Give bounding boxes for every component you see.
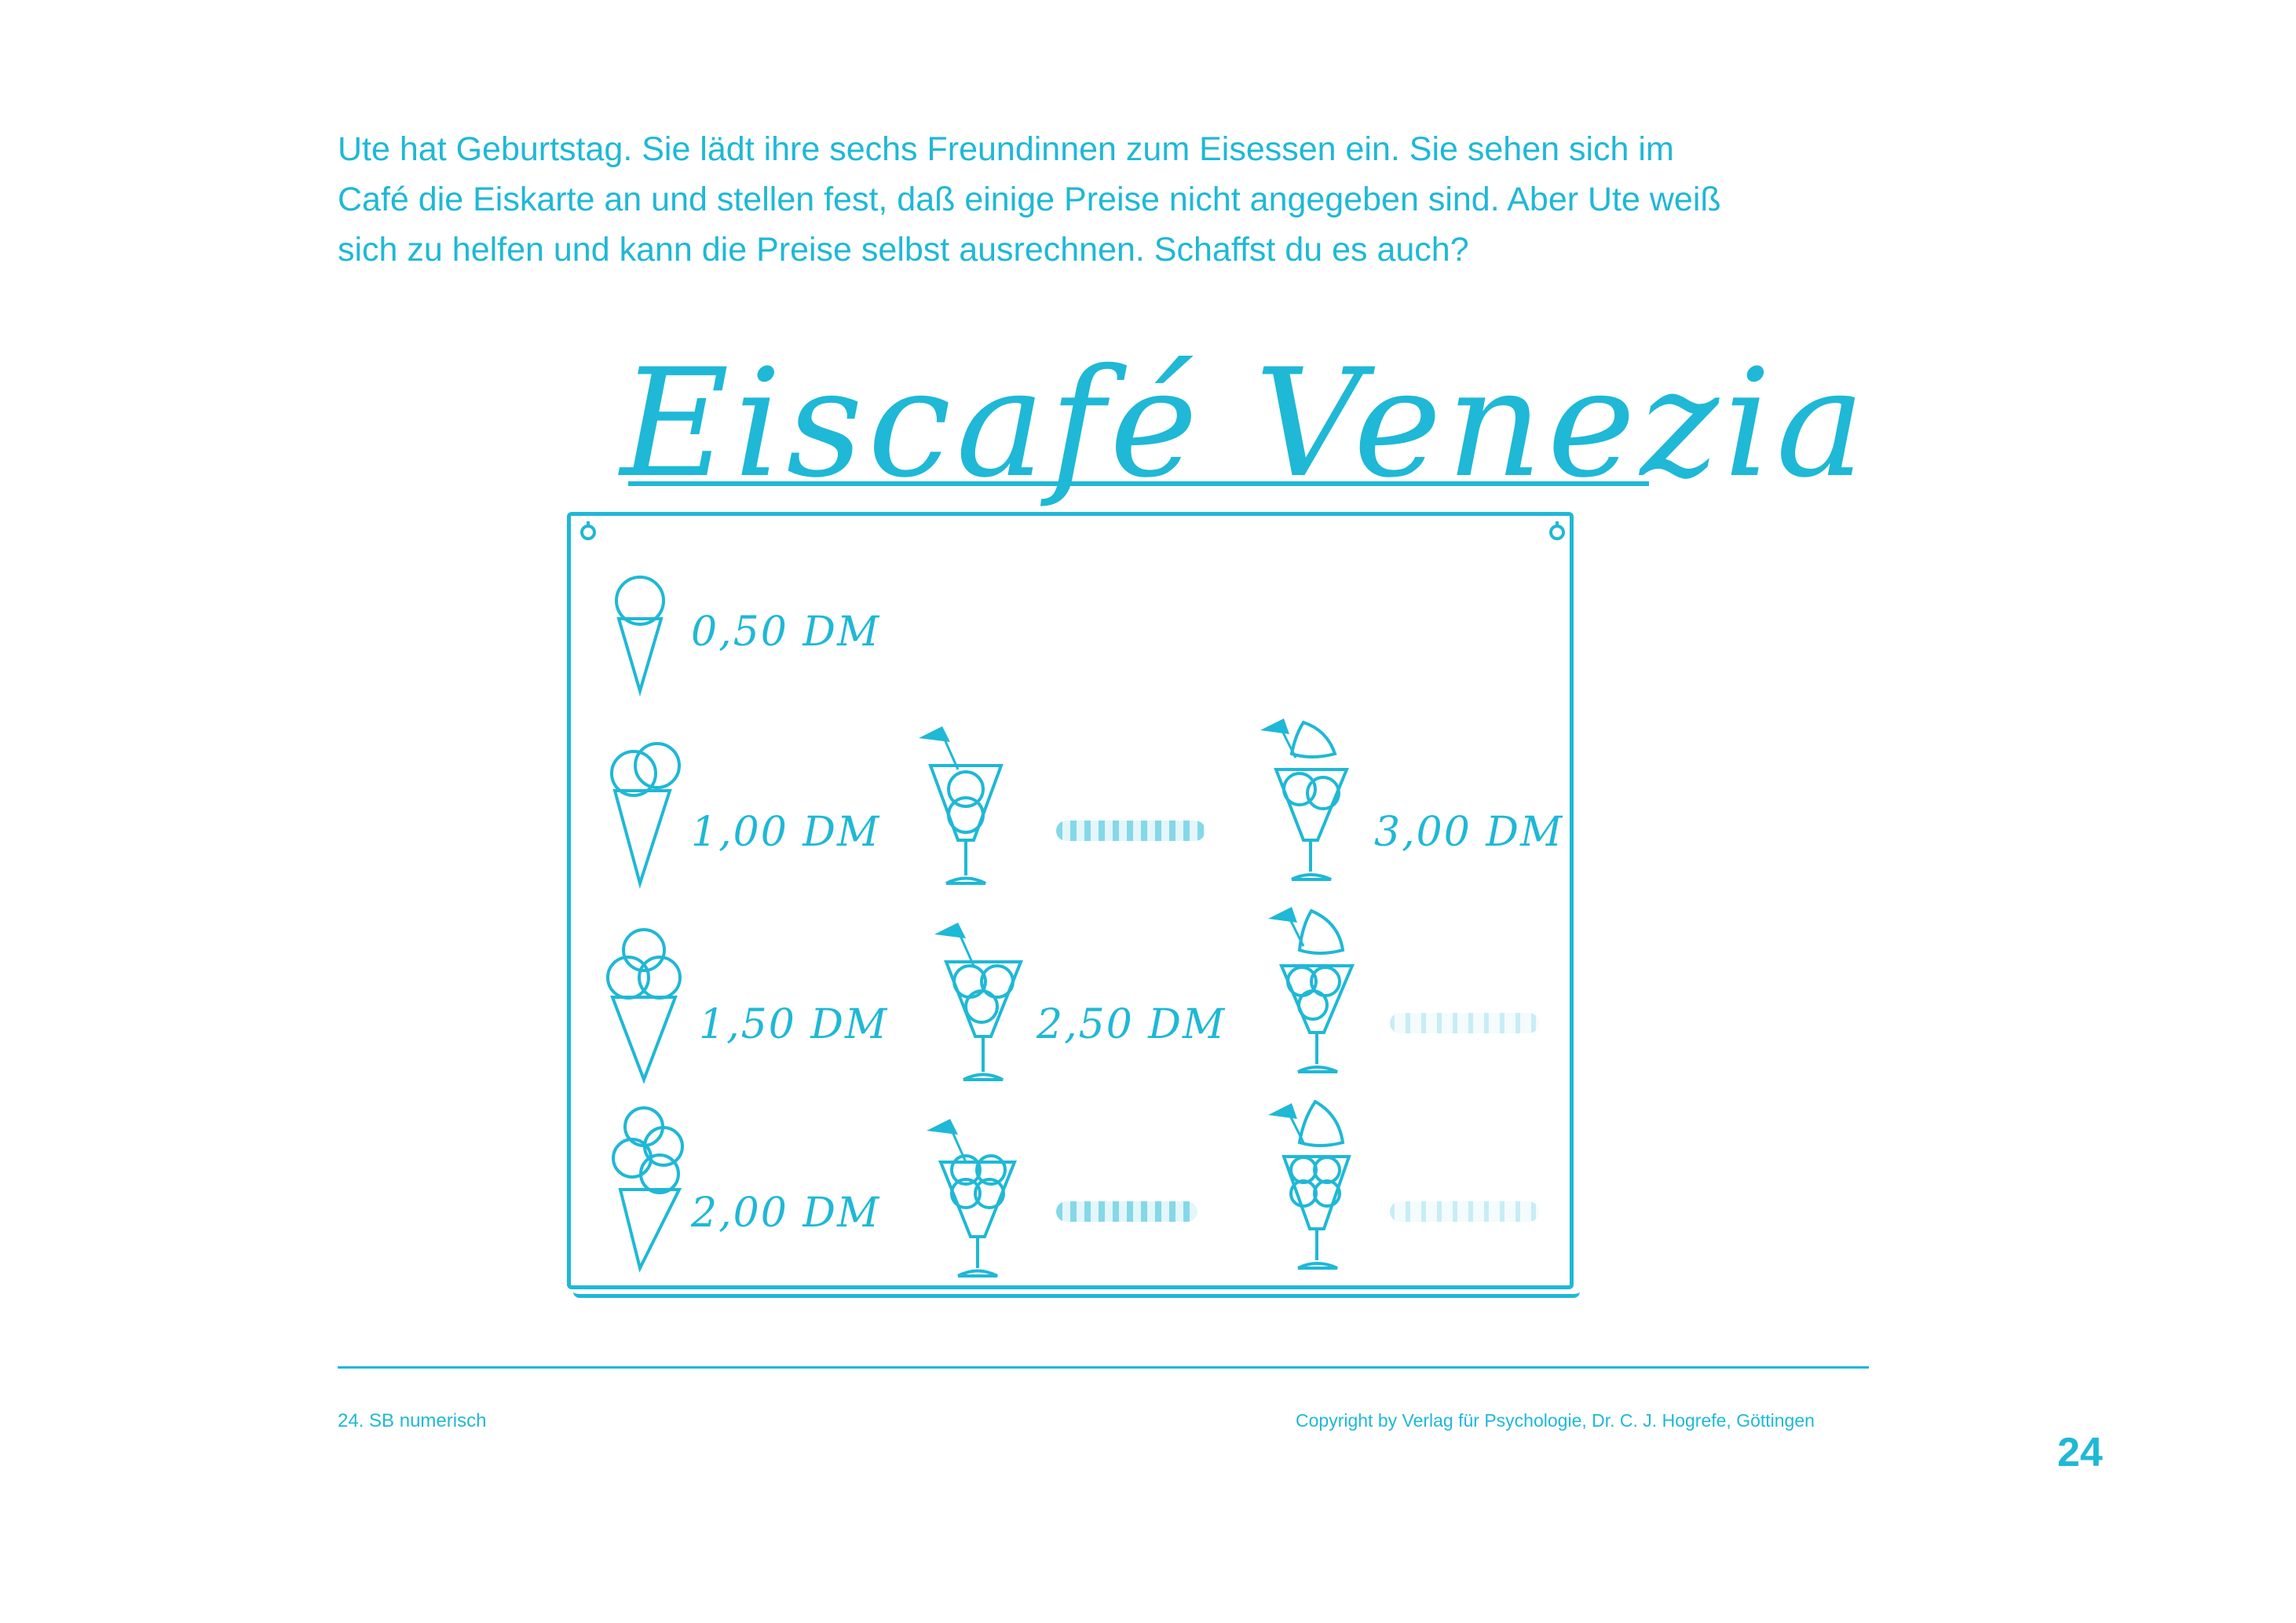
cone-4-scoops-icon <box>605 1103 695 1276</box>
intro-line-1: Ute hat Geburtstag. Sie lädt ihre sechs Freundinnen zum Eisessen ein. Sie sehen sich im <box>338 130 1674 168</box>
price-cone-3: 1,50 DM <box>699 1001 889 1048</box>
footer-code: 24. SB numerisch <box>338 1410 487 1431</box>
menu-board-edge <box>573 1286 1580 1298</box>
cup-4-scoops-icon <box>919 1115 1029 1288</box>
price-cup-3: 2,50 DM <box>1036 1001 1227 1048</box>
price-cup-4-missing <box>1056 1201 1197 1222</box>
page-number: 24 <box>2057 1430 2103 1475</box>
cafe-title: Eiscafé Venezia <box>620 337 1870 510</box>
price-cone-1: 0,50 DM <box>691 609 881 656</box>
intro-line-3: sich zu helfen und kann die Preise selbst ausrechnen. Schaffst du es auch? <box>338 231 1469 269</box>
hook-left-icon <box>579 520 597 542</box>
footer-rule <box>338 1366 1869 1369</box>
price-cup-2-missing <box>1056 821 1205 841</box>
cup-2-scoops-icon <box>911 722 1021 895</box>
intro-line-2: Café die Eiskarte an und stellen fest, daß einige Preise nicht angegeben sind. Aber Ute weiß <box>338 181 1721 218</box>
price-cone-2: 1,00 DM <box>691 809 881 856</box>
footer-copyright: Copyright by Verlag für Psychologie, Dr. C. J. Hogrefe, Göttingen <box>1296 1410 1815 1431</box>
cone-1-scoop-icon <box>605 565 675 699</box>
sundae-3-scoops-icon <box>1264 903 1366 1084</box>
price-sundae-4-missing <box>1390 1201 1539 1222</box>
cone-3-scoops-icon <box>601 923 687 1087</box>
price-sundae-2: 3,00 DM <box>1374 809 1564 856</box>
price-sundae-3-missing <box>1390 1013 1539 1033</box>
price-cone-4: 2,00 DM <box>691 1190 881 1237</box>
sundae-2-scoops-icon <box>1256 715 1358 895</box>
cone-2-scoops-icon <box>601 734 687 891</box>
sundae-4-scoops-icon <box>1264 1095 1366 1280</box>
title-underline <box>628 481 1649 487</box>
cup-3-scoops-icon <box>927 919 1036 1091</box>
intro-text <box>338 124 1908 275</box>
hook-right-icon <box>1548 520 1566 542</box>
